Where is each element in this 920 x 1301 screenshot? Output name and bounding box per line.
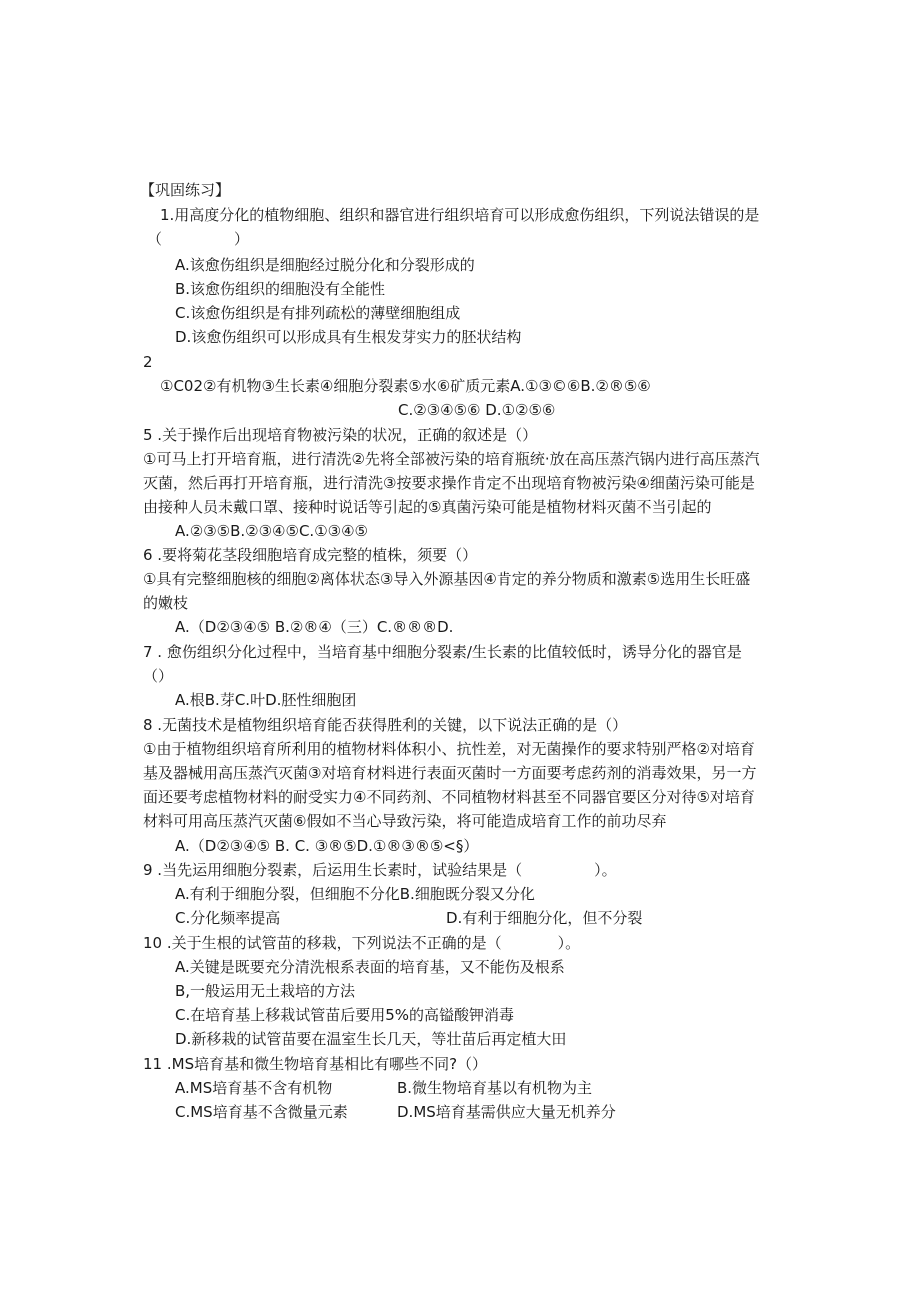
q8-stem: 8 .无菌技术是植物组织培育能否获得胜利的关键，以下说法正确的是（） xyxy=(143,716,628,734)
q7-options: A.根B.芽C.叶D.胚性细胞团 xyxy=(175,691,357,709)
q5-options: A.②③⑤B.②③④⑤C.①③④⑤ xyxy=(175,522,368,540)
q1-option-d: D.该愈伤组织可以形成具有生根发芽实力的胚状结构 xyxy=(175,328,522,346)
q8-options: A.（D②③④⑤ B. C. ③®⑤D.①®③®⑤<§） xyxy=(175,837,479,855)
q6-body-line: 的嫩枝 xyxy=(143,594,189,612)
q6-stem: 6 .要将菊花茎段细胞培育成完整的植株，须要（） xyxy=(143,546,478,564)
q5-body-line: ①可马上打开培育瓶，进行清洗②先将全部被污染的培育瓶统·放在高压蒸汽锅内进行高压蒸汽 xyxy=(143,450,760,468)
q11-option-a: A.MS培育基不含有机物 xyxy=(175,1079,333,1097)
q10-option-d: D.新移栽的试管苗要在温室生长几天，等壮苗后再定植大田 xyxy=(175,1030,567,1048)
q7-answer-paren: （） xyxy=(143,667,174,685)
q9-stem: 9 .当先运用细胞分裂素，后运用生长素时，试验结果是（ ）。 xyxy=(143,861,617,879)
q2-options-line: C.②③④⑤⑥ D.①②⑤⑥ xyxy=(398,401,556,419)
q11-option-b: B.微生物培育基以有机物为主 xyxy=(397,1079,593,1097)
q1-stem: 1.用高度分化的植物细胞、组织和器官进行组织培育可以形成愈伤组织，下列说法错误的是 xyxy=(160,206,760,224)
q10-option-a: A.关键是既要充分清洗根系表面的培育基，又不能伤及根系 xyxy=(175,958,565,976)
q6-body-line: ①具有完整细胞核的细胞②离体状态③导入外源基因④肯定的养分物质和激素⑤选用生长旺盛 xyxy=(143,570,751,588)
q11-option-d: D.MS培育基需供应大量无机养分 xyxy=(397,1103,616,1121)
q5-body-line: 灭菌，然后再打开培育瓶，进行清洗③按要求操作肯定不出现培育物被污染④细菌污染可能是 xyxy=(143,474,755,492)
q2-items-line: ①C02②有机物③生长素④细胞分裂素⑤水⑥矿质元素A.①③©⑥B.②®⑤⑥ xyxy=(160,377,651,395)
q10-option-b: B,一般运用无土栽培的方法 xyxy=(175,982,356,1000)
q9-options-ab: A.有利于细胞分裂，但细胞不分化B.细胞既分裂又分化 xyxy=(175,885,535,903)
q1-option-a: A.该愈伤组织是细胞经过脱分化和分裂形成的 xyxy=(175,256,475,274)
q8-body-line: 面还要考虑植物材料的耐受实力④不同药剂、不同植物材料甚至不同器官要区分对待⑤对培育 xyxy=(143,788,755,806)
q10-option-c: C.在培育基上移栽试管苗后要用5%的高镒酸钾消毒 xyxy=(175,1006,515,1024)
q11-stem: 11 .MS培育基和微生物培育基相比有哪些不同?（） xyxy=(143,1055,488,1073)
q8-body-line: ①由于植物组织培育所利用的植物材料体积小、抗性差，对无菌操作的要求特别严格②对培育 xyxy=(143,740,755,758)
q9-option-c: C.分化频率提高 xyxy=(175,909,281,927)
q8-body-line: 基及器械用高压蒸汽灭菌③对培育材料进行表面灭菌时一方面要考虑药剂的消毒效果，另一方 xyxy=(143,764,757,782)
q5-stem: 5 .关于操作后出现培育物被污染的状况，正确的叙述是（） xyxy=(143,426,538,444)
q7-stem: 7 . 愈伤组织分化过程中，当培育基中细胞分裂素/生长素的比值较低时，诱导分化的器官是 xyxy=(143,643,742,661)
q1-option-c: C.该愈伤组织是有排列疏松的薄壁细胞组成 xyxy=(175,304,461,322)
q11-option-c: C.MS培育基不含微量元素 xyxy=(175,1103,348,1121)
q9-option-d: D.有利于细胞分化，但不分裂 xyxy=(446,909,643,927)
q5-body-line: 由接种人员未戴口罩、接种时说话等引起的⑤真菌污染可能是植物材料灭菌不当引起的 xyxy=(143,498,712,516)
q10-stem: 10 .关于生根的试管苗的移栽，下列说法不正确的是（ ）。 xyxy=(143,934,581,952)
section-heading: 【巩固练习】 xyxy=(140,181,231,199)
q1-option-b: B.该愈伤组织的细胞没有全能性 xyxy=(175,280,386,298)
q6-options: A.（D②③④⑤ B.②®④（三）C.®®®D. xyxy=(175,618,454,636)
q8-body-line: 材料可用高压蒸汽灭菌⑥假如不当心导致污染，将可能造成培育工作的前功尽弃 xyxy=(143,812,667,830)
q2-number: 2 xyxy=(143,353,153,371)
q1-answer-paren: （ ） xyxy=(147,230,250,248)
